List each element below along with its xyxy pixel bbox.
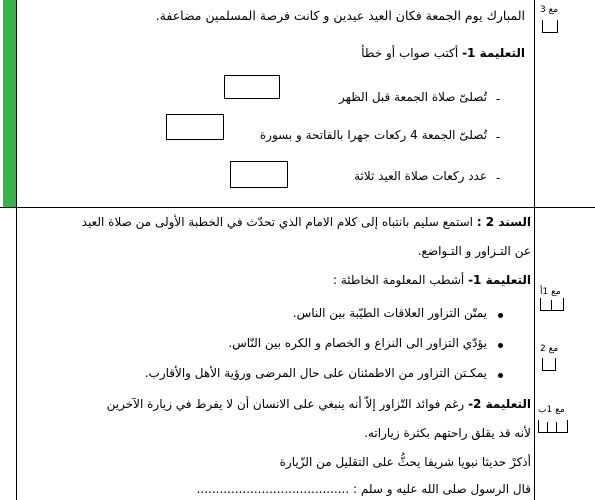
task2-1-heading (333, 273, 531, 287)
sanad2-title: السند 2 : (476, 215, 531, 229)
task2-2-title: التعليمة 2- (468, 397, 531, 411)
margin-bracket-m1a (540, 298, 564, 311)
dash-1: - (496, 92, 501, 106)
task1-item-1: تُصلىّ صلاة الجمعة قبل الظهر (339, 90, 487, 104)
left-border-line (16, 0, 17, 500)
task2-2-line1 (107, 397, 531, 411)
task2-2-line2: لأنه قد يقلق راحتهم بكثرة زياراته. (364, 426, 531, 440)
margin-bracket-m1b-tick-1 (547, 422, 548, 432)
margin-bracket-m3 (542, 20, 558, 33)
task2-1-instruction: أشطب المعلومة الخاطئة : (332, 273, 465, 287)
task1-heading (361, 46, 525, 60)
task1-instruction: أكتب صواب أو خطأ (361, 46, 459, 60)
task2-1-item-3: يمكـتن التزاور من الاطمئنان على حال المرضى ورؤية الأهل والأقارب. (144, 366, 487, 380)
answer-box-2[interactable] (166, 114, 224, 140)
task2-2-line4: قال الرسول صلى الله عليه و سلم : ........................................ (196, 482, 531, 496)
dash-3: - (496, 171, 501, 185)
section-divider (0, 207, 595, 208)
margin-divider-line (534, 0, 535, 500)
margin-mark-m1b: مع 1ب (538, 405, 565, 415)
margin-bracket-m1b (538, 420, 568, 433)
margin-mark-m1a: مع 1أ (540, 287, 561, 297)
task2-1-item-1: يمتّن التزاور العلاقات الطيّبة بين الناس. (292, 306, 487, 320)
margin-bracket-m2 (542, 358, 556, 371)
answer-box-3[interactable] (230, 161, 288, 188)
margin-mark-m3: مع 3 (540, 5, 559, 15)
task2-2-text: رغم فوائد التّزاور إلاّ أنه ينبغي على الانسان أن لا يفرط في زيارة الآخرين (106, 397, 465, 411)
task2-2-line3: أذكرْ حديثا نبويا شريفا يحثُّ على التقليل من الزّيارة (279, 455, 531, 469)
margin-mark-m2: مع 2 (540, 344, 559, 354)
task1-item-2: تُصلىّ الجمعة 4 ركعات جهرا بالفاتحة و بسورة (259, 128, 487, 142)
sanad2-line1 (82, 215, 531, 229)
bullet-3 (498, 373, 503, 378)
bullet-2 (498, 343, 503, 348)
task1-title: التعليمة 1- (462, 46, 525, 60)
margin-bracket-m1a-tick (551, 300, 552, 310)
margin-bracket-m1b-tick-2 (556, 422, 557, 432)
answer-box-1[interactable] (224, 75, 280, 99)
green-margin-bar (3, 0, 16, 208)
intro-line: المبارك يوم الجمعة فكان العيد عيدين و كانت فرصة المسلمين مضاعفة. (155, 8, 525, 23)
sanad2-line2: عن التـزاور و التـواضع. (417, 244, 531, 258)
task1-item-3: عدد ركعات صلاة العيد ثلاثة (354, 169, 487, 183)
task2-1-title: التعليمة 1- (468, 273, 531, 287)
bullet-1 (498, 313, 503, 318)
dash-2: - (496, 130, 501, 144)
task2-1-item-2: يؤدّي التزاور الى النزاع و الخصام و الكره بين النّاس. (228, 336, 487, 350)
sanad2-text: استمع سليم بانتباه إلى كلام الامام الذي تحدّث في الخطبة الأولى من صلاة العيد (81, 215, 473, 229)
